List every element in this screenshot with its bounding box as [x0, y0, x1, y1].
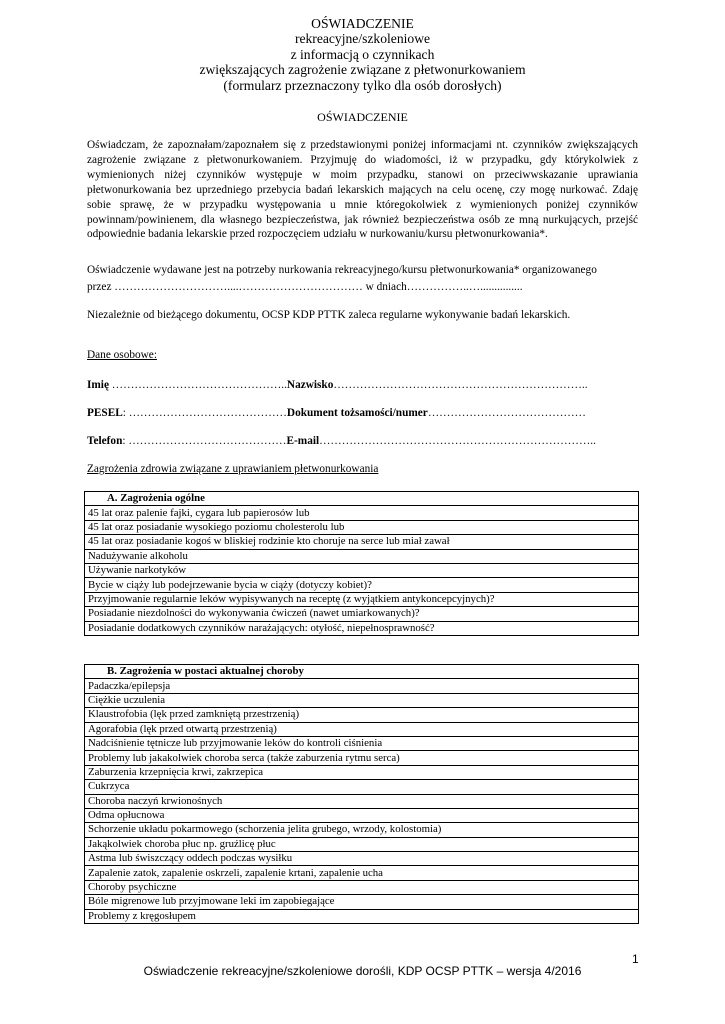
risk-item: Nadciśnienie tętnicze lub przyjmowanie leków do kontroli ciśnienia [85, 736, 639, 750]
table-row [85, 880, 639, 894]
risk-item: Posiadanie dodatkowych czynników narażających: otyłość, niepełnosprawność? [85, 621, 639, 635]
risk-item: 45 lat oraz palenie fajki, cygara lub papierosów lub [85, 506, 639, 520]
header-line-5: (formularz przeznaczony tylko dla osób dorosłych) [223, 77, 502, 93]
risk-item: 45 lat oraz posiadanie wysokiego poziomu cholesterolu lub [85, 520, 639, 534]
email-field[interactable]: ……………………………………………………………….. [319, 435, 596, 447]
table-row [85, 823, 639, 837]
header-line-2: rekreacyjne/szkoleniowe [294, 31, 431, 47]
table-row [85, 909, 639, 923]
page-number: 1 [632, 952, 639, 966]
table-row [85, 679, 639, 693]
table-row [85, 837, 639, 851]
personal-data-heading: Dane osobowe: [87, 349, 157, 361]
table-row [85, 578, 639, 592]
phone-field[interactable]: : …………………………………… [122, 435, 287, 447]
risk-item: Odma opłucnowa [85, 808, 639, 822]
risk-item: Zaburzenia krzepnięcia krwi, zakrzepica [85, 765, 639, 779]
header-line-4: zwiększających zagrożenie związane z płetwonurkowaniem [199, 62, 526, 78]
risk-item: 45 lat oraz posiadanie kogoś w bliskiej rodzinie kto choruje na serce lub miał zawał [85, 535, 639, 549]
document-footer: Oświadczenie rekreacyjne/szkoleniowe dorośli, KDP OCSP PTTK – wersja 4/2016 [143, 964, 582, 978]
purpose-line-2: przez …………………………....…………………………… w dniach……………..…............... [87, 281, 523, 293]
table-row [85, 852, 639, 866]
surname-field[interactable]: ………………………………………………………….. [333, 379, 588, 391]
risk-item: Klaustrofobia (lęk przed zamkniętą przestrzenią) [85, 708, 639, 722]
table-row [85, 708, 639, 722]
risk-item: Choroba naczyń krwionośnych [85, 794, 639, 808]
pesel-field[interactable]: : …………………………………… [122, 407, 287, 419]
table-row [85, 506, 639, 520]
risk-item: Bóle migrenowe lub przyjmowane leki im zapobiegające [85, 895, 639, 909]
table-row [85, 765, 639, 779]
header-title: OŚWIADCZENIE [311, 16, 414, 31]
risk-item: Padaczka/epilepsja [85, 679, 639, 693]
current-disease-risks-table [84, 664, 639, 924]
table-row [85, 736, 639, 750]
risk-item: Astma lub świszczący oddech podczas wysiłku [85, 852, 639, 866]
table-row [85, 794, 639, 808]
risks-heading: Zagrożenia zdrowia związane z uprawianiem płetwonurkowania [87, 463, 379, 475]
subtitle: OŚWIADCZENIE [317, 110, 408, 124]
table-row [85, 722, 639, 736]
risk-item: Zapalenie zatok, zapalenie oskrzeli, zapalenie krtani, zapalenie ucha [85, 866, 639, 880]
table-row [85, 549, 639, 563]
risk-item: Używanie narkotyków [85, 563, 639, 577]
table-row [85, 808, 639, 822]
table-row [85, 535, 639, 549]
recommendation-text: Niezależnie od bieżącego dokumentu, OCSP KDP PTTK zaleca regularne wykonywanie badań lekarskich. [87, 309, 571, 321]
risk-item: Nadużywanie alkoholu [85, 549, 639, 563]
risk-item: Przyjmowanie regularnie leków wypisywanych na receptę (z wyjątkiem antykoncepcyjnych)? [85, 592, 639, 606]
header-line-3: z informacją o czynnikach [290, 46, 435, 62]
table-row [85, 751, 639, 765]
risk-item: Bycie w ciąży lub podejrzewanie bycia w ciąży (dotyczy kobiet)? [85, 578, 639, 592]
risk-item: Agorafobia (lęk przed otwartą przestrzenią) [85, 722, 639, 736]
risk-item: Cukrzyca [85, 780, 639, 794]
docid-label: Dokument tożsamości/numer [286, 407, 428, 419]
phone-label: Telefon [87, 435, 123, 447]
table-row [85, 621, 639, 635]
email-label: E-mail [286, 435, 320, 447]
risk-item: Problemy z kręgosłupem [85, 909, 639, 923]
document-header [0, 16, 725, 93]
risk-item: Jakąkolwiek choroba płuc np. gruźlicę płuc [85, 837, 639, 851]
risk-item: Ciężkie uczulenia [85, 693, 639, 707]
risk-item: Choroby psychiczne [85, 880, 639, 894]
current-disease-risks-title: B. Zagrożenia w postaci aktualnej choroby [85, 665, 639, 679]
table-row [85, 607, 639, 621]
table-row [85, 520, 639, 534]
name-row [87, 379, 588, 391]
general-risks-title: A. Zagrożenia ogólne [85, 492, 639, 506]
table-row [85, 693, 639, 707]
table-row [85, 563, 639, 577]
risk-item: Schorzenie układu pokarmowego (schorzenia jelita grubego, wrzody, kolostomia) [85, 823, 639, 837]
purpose-line-1: Oświadczenie wydawane jest na potrzeby nurkowania rekreacyjnego/kursu płetwonurkowania* organizowanego [87, 264, 597, 276]
contact-row [87, 435, 596, 447]
table-row [85, 866, 639, 880]
pesel-label: PESEL [87, 407, 123, 419]
risk-item: Problemy lub jakakolwiek choroba serca (także zaburzenia rytmu serca) [85, 751, 639, 765]
docid-field[interactable]: …………………………………… [427, 407, 586, 419]
name-field[interactable]: ……………………………………….. [108, 379, 287, 391]
table-row [85, 592, 639, 606]
general-risks-table [84, 491, 639, 636]
table-row [85, 895, 639, 909]
name-label: Imię [87, 379, 109, 391]
pesel-row [87, 407, 586, 419]
declaration-paragraph: Oświadczam, że zapoznałam/zapoznałem się z przedstawionymi poniżej informacjami nt. czynników zwiększających zagrożenie związane z płetwonurkowaniem. Przyjmuję do wiadomości, iż w przypadku, gdy którykolwiek z wymienionych niżej czynników występuje w moim przypadku, stanowi on przeciwwskazanie uprawiania płetwonurkowania bez uprzedniego przebycia badań lekarskich mających na celu ocenę, czy mogę nurkować. Zdaję sobie sprawę, że w przypadku występowania u mnie któregokolwiek z wymienionych poniżej czynników powinnam/powinienem, dla własnego bezpieczeństwa, jak również bezpieczeństwa osób ze mną nurkujących, przejść odpowiednie badania lekarskie przed rozpoczęciem udziału w nurkowaniu/kursu płetwonurkowania*. [87, 139, 638, 241]
surname-label: Nazwisko [286, 379, 334, 391]
risk-item: Posiadanie niezdolności do wykonywania ćwiczeń (nawet umiarkowanych)? [85, 607, 639, 621]
table-row [85, 780, 639, 794]
